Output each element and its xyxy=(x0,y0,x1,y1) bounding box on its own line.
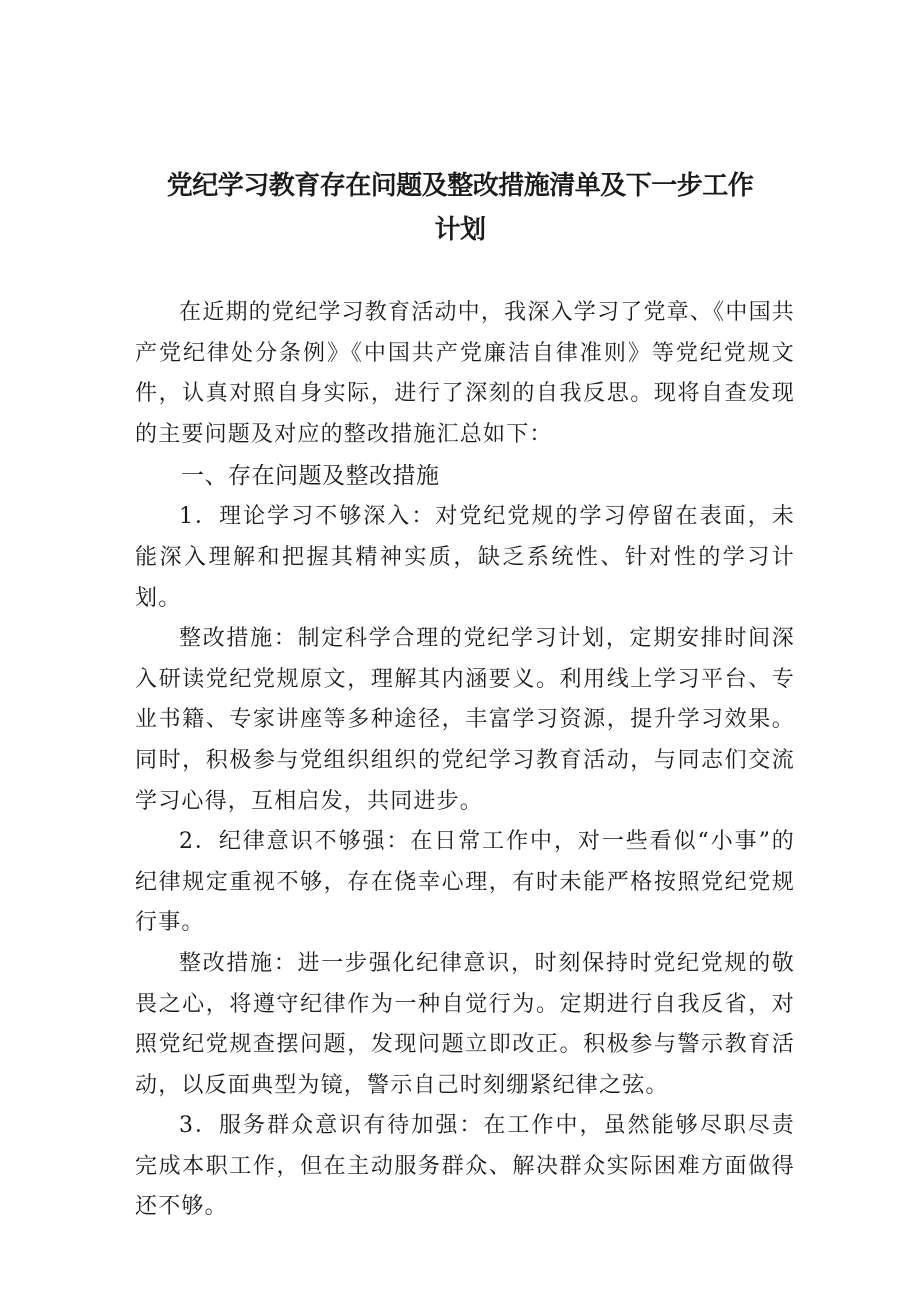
measure-paragraph-1: 整改措施：制定科学合理的党纪学习计划，定期安排时间深入研读党纪党规原文，理解其内涵要义。利用线上学习平台、专业书籍、专家讲座等多种途径，丰富学习资源，提升学习效果。同时，积极参与党组织组织的党纪学习教育活动，与同志们交流学习心得，互相启发，共同进步。 xyxy=(135,626,795,814)
intro-paragraph: 在近期的党纪学习教育活动中，我深入学习了党章、《中国共产党纪律处分条例》《中国共产党廉洁自律准则》等党纪党规文件，认真对照自身实际，进行了深刻的自我反思。现将自查发现的主要问题及对应的整改措施汇总如下： xyxy=(135,300,795,447)
section-heading: 一、存在问题及整改措施 xyxy=(181,463,440,490)
document-title-line2: 计划 xyxy=(434,215,486,245)
problem-paragraph-1: 1．理论学习不够深入：对党纪党规的学习停留在表面，未能深入理解和把握其精神实质，缺乏系统性、针对性的学习计划。 xyxy=(135,504,795,611)
document-title-line1: 党纪学习教育存在问题及整改措施清单及下一步工作 xyxy=(166,171,754,201)
measure-paragraph-2: 整改措施：进一步强化纪律意识，时刻保持时党纪党规的敬畏之心，将遵守纪律作为一种自觉行为。定期进行自我反省，对照党纪党规查摆问题，发现问题立即改正。积极参与警示教育活动，以反面典型为镜，警示自己时刻绷紧纪律之弦。 xyxy=(135,950,795,1098)
problem-paragraph-3: 3．服务群众意识有待加强：在工作中，虽然能够尽职尽责完成本职工作，但在主动服务群众、解决群众实际困难方面做得还不够。 xyxy=(135,1113,795,1220)
problem-paragraph-2: 2．纪律意识不够强：在日常工作中，对一些看似“小事”的纪律规定重视不够，存在侥幸心理，有时未能严格按照党纪党规行事。 xyxy=(135,829,795,936)
document-body xyxy=(135,293,795,1228)
